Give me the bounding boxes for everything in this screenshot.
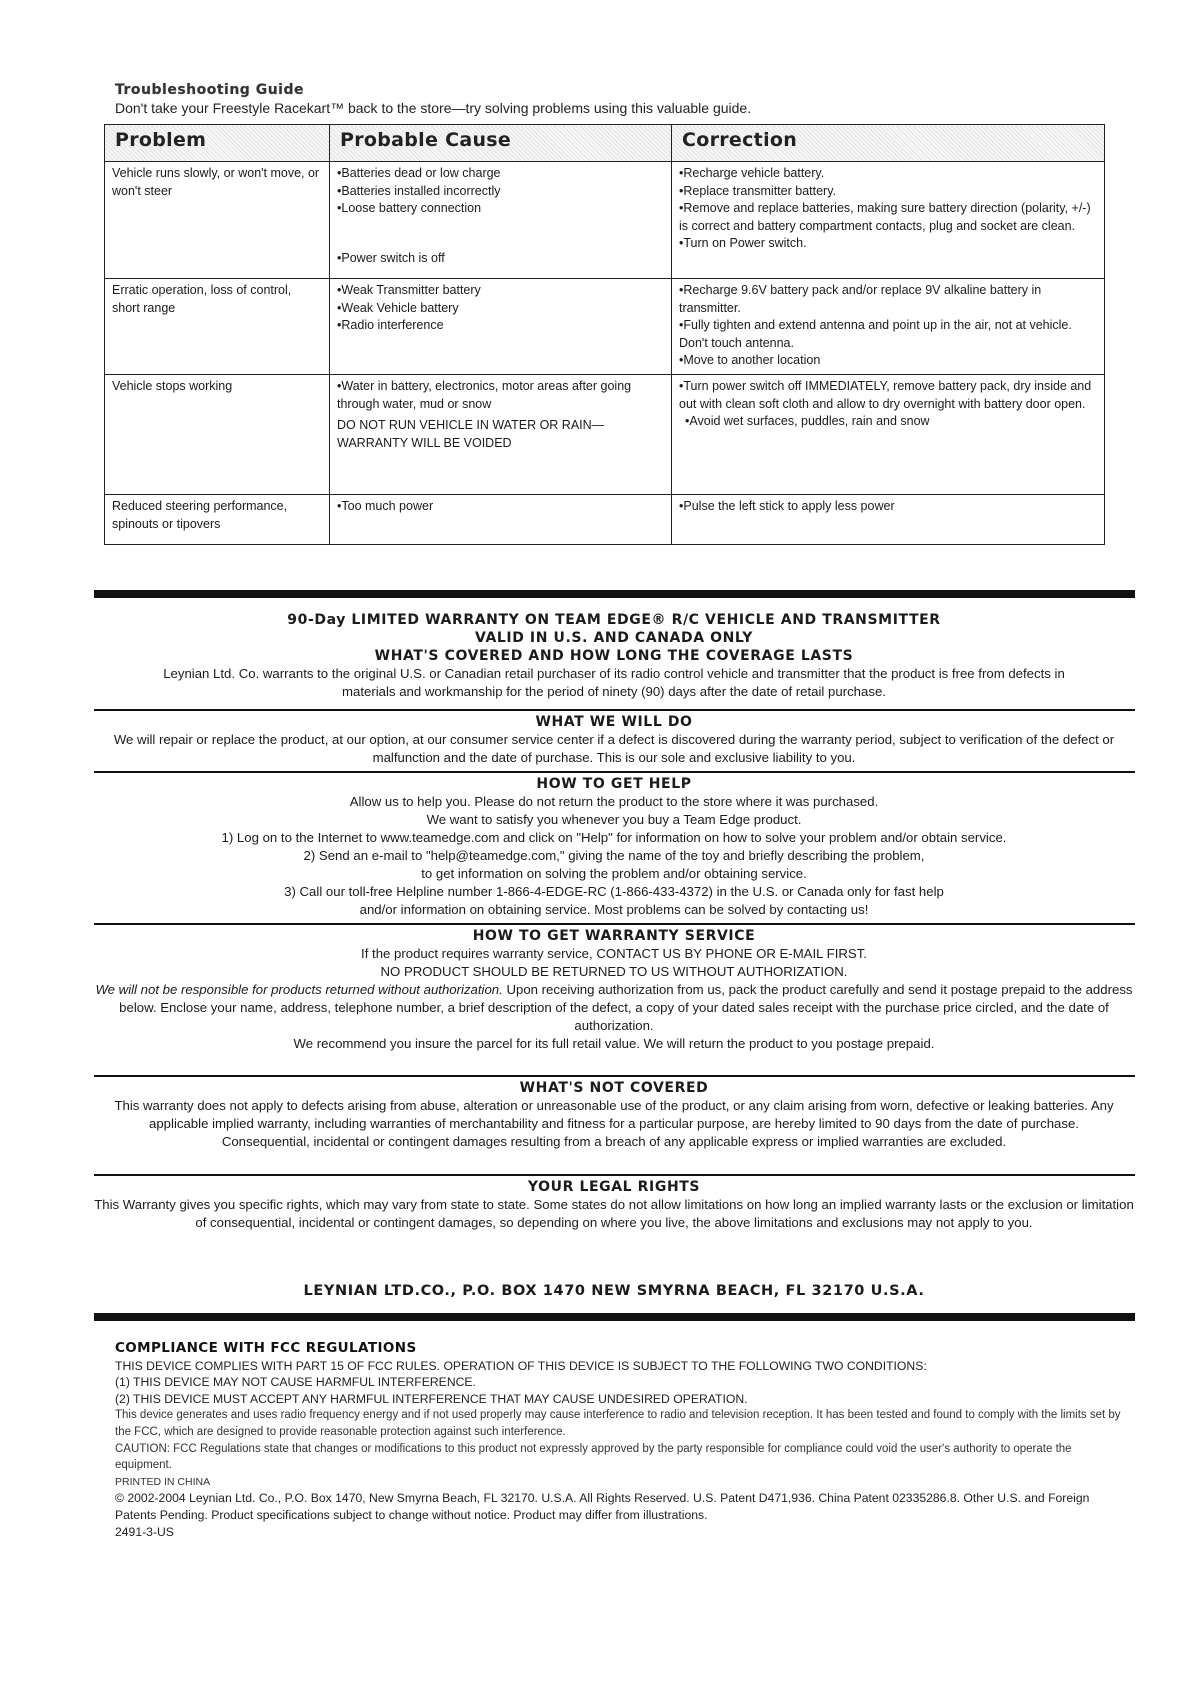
will-do-section [90, 713, 1138, 767]
table-row [105, 375, 1105, 495]
covered-text: Leynian Ltd. Co. warrants to the original U.S. or Canadian retail purchaser of its radio control vehicle and transmitter that the product is free from defects in materials and workmanship for the period of ninety (90) days after the date of retail purchase. [163, 666, 1065, 699]
product-code: 2491-3-US [115, 1524, 174, 1539]
cause-cell [330, 162, 672, 279]
service-line: We recommend you insure the parcel for its full retail value. We will return the product to you postage prepaid. [293, 1036, 935, 1051]
correction-item: • Avoid wet surfaces, puddles, rain and snow [679, 413, 1097, 431]
printed-in: PRINTED IN CHINA [115, 1475, 211, 1488]
cause-item: • Power switch is off [337, 250, 664, 268]
troubleshooting-table [104, 124, 1105, 545]
header-probable-cause: Probable Cause [330, 125, 672, 162]
correction-cell [672, 279, 1105, 375]
header-problem: Problem [105, 125, 330, 162]
company-address: LEYNIAN LTD.CO., P.O. BOX 1470 NEW SMYRNA BEACH, FL 32170 U.S.A. [303, 1283, 925, 1299]
correction-item: • Replace transmitter battery. [679, 183, 1097, 201]
help-line: 1) Log on to the Internet to www.teamedge.com and click on "Help" for information on how to solve your problem and/or obtain service. [221, 830, 1007, 845]
fcc-title: COMPLIANCE WITH FCC REGULATIONS [115, 1340, 417, 1356]
not-covered-text: Consequential, incidental or contingent damages resulting from a breach of any applicable express or implied warranties are excluded. [221, 1134, 1007, 1149]
problem-cell: Vehicle stops working [105, 375, 330, 495]
problem-cell: Erratic operation, loss of control, short range [105, 279, 330, 375]
cause-cell [330, 279, 672, 375]
fcc-line: (2) THIS DEVICE MUST ACCEPT ANY HARMFUL INTERFERENCE THAT MAY CAUSE UNDESIRED OPERATION. [115, 1391, 748, 1406]
fcc-caution: CAUTION: FCC Regulations state that changes or modifications to this product not expressly approved by the party responsible for compliance could void the user's authority to operate the equipment. [115, 1442, 1072, 1472]
correction-item: • Turn on Power switch. [679, 235, 1097, 253]
service-section [90, 927, 1138, 1053]
service-text [90, 981, 1138, 1035]
cause-item: • Weak Vehicle battery [337, 300, 664, 318]
correction-item: • Recharge vehicle battery. [679, 165, 1097, 183]
table-row [105, 162, 1105, 279]
cause-item: • Weak Transmitter battery [337, 282, 664, 300]
legal-rights-section [90, 1178, 1138, 1232]
rights-heading: YOUR LEGAL RIGHTS [527, 1179, 701, 1195]
warranty-section [90, 611, 1138, 701]
will-do-heading: WHAT WE WILL DO [535, 714, 693, 730]
section-divider [94, 1313, 1135, 1321]
troubleshooting-title: Troubleshooting Guide [115, 82, 304, 98]
section-divider [94, 923, 1135, 925]
service-line: If the product requires warranty service, CONTACT US BY PHONE OR E-MAIL FIRST. [361, 946, 867, 961]
service-line: NO PRODUCT SHOULD BE RETURNED TO US WITHOUT AUTHORIZATION. [380, 964, 848, 979]
section-divider [94, 1075, 1135, 1077]
cause-item: • Batteries installed incorrectly [337, 183, 664, 201]
help-line: Allow us to help you. Please do not return the product to the store where it was purchased. [349, 794, 879, 809]
warranty-validity: VALID IN U.S. AND CANADA ONLY [474, 630, 754, 646]
section-divider [94, 1174, 1135, 1176]
help-line: and/or information on obtaining service. Most problems can be solved by contacting us! [359, 902, 869, 917]
table-header-row [105, 125, 1105, 162]
fcc-paragraph: This device generates and uses radio frequency energy and if not used properly may cause interference to radio and television reception. It has been tested and found to comply with the limits set by the FCC, which are designed to provide reasonable protection against such interference. [115, 1409, 1121, 1438]
cause-item: • Too much power [337, 498, 664, 516]
cause-cell [330, 495, 672, 545]
problem-cell: Vehicle runs slowly, or won't move, or won't steer [105, 162, 330, 279]
section-divider [94, 771, 1135, 773]
correction-cell [672, 375, 1105, 495]
rights-text: This Warranty gives you specific rights, which may vary from state to state. Some states do not allow limitations on how long an implied warranty lasts or the exclusion or limitation of consequential, incidental or contingent damages, so depending on where you live, the above limitations and exclusions may not apply to you. [94, 1197, 1134, 1230]
cause-item: • Radio interference [337, 317, 664, 335]
fcc-line: (1) THIS DEVICE MAY NOT CAUSE HARMFUL INTERFERENCE. [115, 1375, 476, 1390]
service-disclaimer: We will not be responsible for products returned without authorization. [95, 982, 503, 997]
not-covered-section [90, 1079, 1138, 1151]
table-row [105, 279, 1105, 375]
cause-item: • Batteries dead or low charge [337, 165, 664, 183]
correction-item: • Remove and replace batteries, making sure battery direction (polarity, +/-) is correct and battery compartment contacts, plug and socket are clean. [679, 200, 1097, 235]
will-do-text: We will repair or replace the product, at our option, at our consumer service center if a defect is discovered during the warranty period, subject to verification of the defect or malfunction and the date of purchase. This is our sole and exclusive liability to you. [113, 732, 1115, 765]
cause-cell [330, 375, 672, 495]
troubleshooting-intro: Don't take your Freestyle Racekart™ back to the store—try solving problems using this valuable guide. [115, 100, 752, 116]
copyright: © 2002-2004 Leynian Ltd. Co., P.O. Box 1470, New Smyrna Beach, FL 32170. U.S.A. All Rights Reserved. U.S. Patent D471,936. China Patent 02335286.8. Other U.S. and Foreign Patents Pending. Product specifications subject to change without notice. Product may differ from illustrations. [115, 1491, 1090, 1522]
correction-item: • Pulse the left stick to apply less power [679, 498, 1097, 516]
problem-cell: Reduced steering performance, spinouts or tipovers [105, 495, 330, 545]
service-heading: HOW TO GET WARRANTY SERVICE [472, 928, 756, 944]
not-covered-text: This warranty does not apply to defects arising from abuse, alteration or unreasonable use of the product, or any claim arising from worn, defective or leaking batteries. Any applicable implied warranty, including warranties of merchantability and fitness for a particular purpose, are hereby limited to 90 days from the date of purchase. [114, 1098, 1114, 1131]
cause-item: • Loose battery connection [337, 200, 664, 218]
covered-heading: WHAT'S COVERED AND HOW LONG THE COVERAGE LASTS [374, 648, 854, 664]
correction-cell [672, 162, 1105, 279]
correction-item: • Turn power switch off IMMEDIATELY, remove battery pack, dry inside and out with clean soft cloth and allow to dry overnight with battery door open. [679, 378, 1097, 413]
help-heading: HOW TO GET HELP [536, 776, 692, 792]
help-line: 2) Send an e-mail to "help@teamedge.com," giving the name of the toy and briefly describing the problem, [303, 848, 925, 863]
fcc-line: THIS DEVICE COMPLIES WITH PART 15 OF FCC RULES. OPERATION OF THIS DEVICE IS SUBJECT TO THE FOLLOWING TWO CONDITIONS: [115, 1358, 927, 1373]
help-line: 3) Call our toll-free Helpline number 1-866-4-EDGE-RC (1-866-433-4372) in the U.S. or Canada only for fast help [284, 884, 944, 899]
section-divider [94, 709, 1135, 711]
correction-item: • Fully tighten and extend antenna and point up in the air, not at vehicle. Don't touch antenna. [679, 317, 1097, 352]
not-covered-heading: WHAT'S NOT COVERED [519, 1080, 709, 1096]
section-divider [94, 590, 1135, 598]
help-section [90, 775, 1138, 919]
fcc-section [115, 1340, 1125, 1540]
correction-item: • Move to another location [679, 352, 1097, 370]
service-instructions: Upon receiving authorization from us, pack the product carefully and send it postage prepaid to the address below. Enclose your name, address, telephone number, a brief description of the defect, a copy of your dated sales receipt with the purchase price circled, and the date of authorization. [119, 982, 1133, 1033]
correction-cell [672, 495, 1105, 545]
header-correction: Correction [672, 125, 1105, 162]
help-line: to get information on solving the problem and/or obtaining service. [421, 866, 807, 881]
cause-warning: DO NOT RUN VEHICLE IN WATER OR RAIN—WARRANTY WILL BE VOIDED [337, 418, 605, 450]
correction-item: • Recharge 9.6V battery pack and/or replace 9V alkaline battery in transmitter. [679, 282, 1097, 317]
table-row [105, 495, 1105, 545]
help-line: We want to satisfy you whenever you buy a Team Edge product. [426, 812, 802, 827]
cause-item: • Water in battery, electronics, motor areas after going through water, mud or snow [337, 378, 664, 413]
warranty-title: 90-Day LIMITED WARRANTY ON TEAM EDGE® R/C VEHICLE AND TRANSMITTER [287, 612, 941, 628]
